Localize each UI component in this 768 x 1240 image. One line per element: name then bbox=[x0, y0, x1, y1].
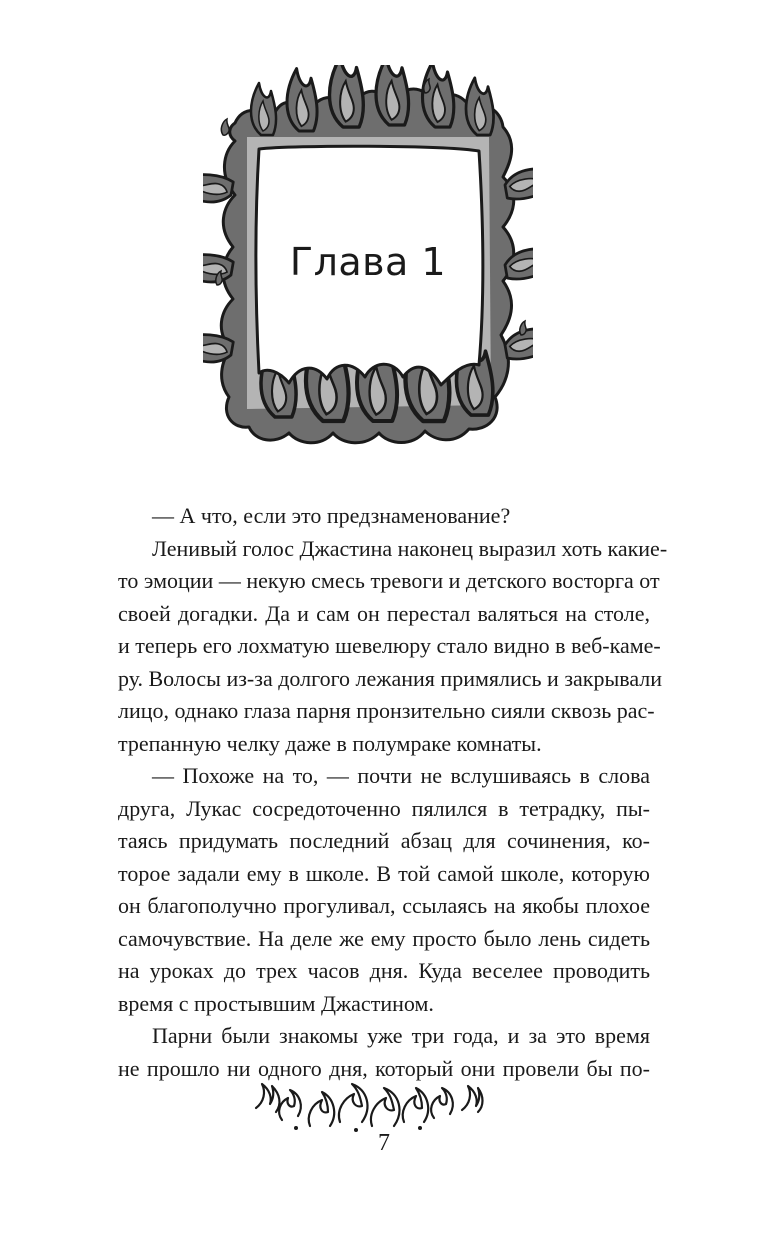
text-line: время с простывшим Джастином. bbox=[118, 990, 434, 1016]
text-line: Ленивый голос Джастина наконец выразил хоть какие- bbox=[152, 535, 668, 561]
paragraph bbox=[118, 500, 650, 533]
text-line: и теперь его лохматую шевелюру стало видно в веб-каме- bbox=[118, 633, 661, 658]
text-line: таясь придумать последний абзац для сочинения, ко- bbox=[118, 828, 650, 853]
text-line: торое задали ему в школе. В той самой школе, которую bbox=[118, 860, 650, 886]
paragraph bbox=[118, 533, 668, 761]
text-line: самочувствие. На деле же ему просто было лень сидеть bbox=[118, 925, 650, 951]
flame-frame bbox=[203, 65, 533, 450]
text-line: своей догадки. Да и сам он перестал валяться на столе, bbox=[118, 600, 650, 626]
chapter-title: Глава 1 bbox=[289, 240, 447, 284]
text-line: — Похоже на то, — почти не вслушиваясь в слова bbox=[152, 763, 650, 788]
flame-ornament-icon bbox=[252, 1068, 484, 1138]
paragraph bbox=[118, 760, 650, 1020]
text-line: ру. Волосы из-за долгого лежания примялись и закрывали bbox=[118, 665, 663, 691]
page-number: 7 bbox=[378, 1130, 390, 1156]
text-line: друга, Лукас сосредоточенно пялился в тетрадку, пы- bbox=[118, 795, 650, 821]
chapter-body bbox=[118, 500, 668, 1085]
text-line: то эмоции — некую смесь тревоги и детского восторга от bbox=[118, 568, 660, 593]
text-line: он благополучно прогуливал, ссылаясь на якобы плохое bbox=[118, 893, 650, 918]
text-line: — А что, если это предзнаменование? bbox=[152, 503, 511, 528]
text-line: Парни были знакомы уже три года, и за это время bbox=[152, 1023, 650, 1048]
text-line: лицо, однако глаза парня пронзительно сияли сквозь рас- bbox=[118, 698, 655, 723]
text-line: не прошло ни одного дня, который они провели бы по- bbox=[118, 1055, 650, 1081]
text-line: на уроках до трех часов дня. Куда веселее проводить bbox=[118, 958, 650, 983]
text-line: трепанную челку даже в полумраке комнаты. bbox=[118, 730, 542, 756]
